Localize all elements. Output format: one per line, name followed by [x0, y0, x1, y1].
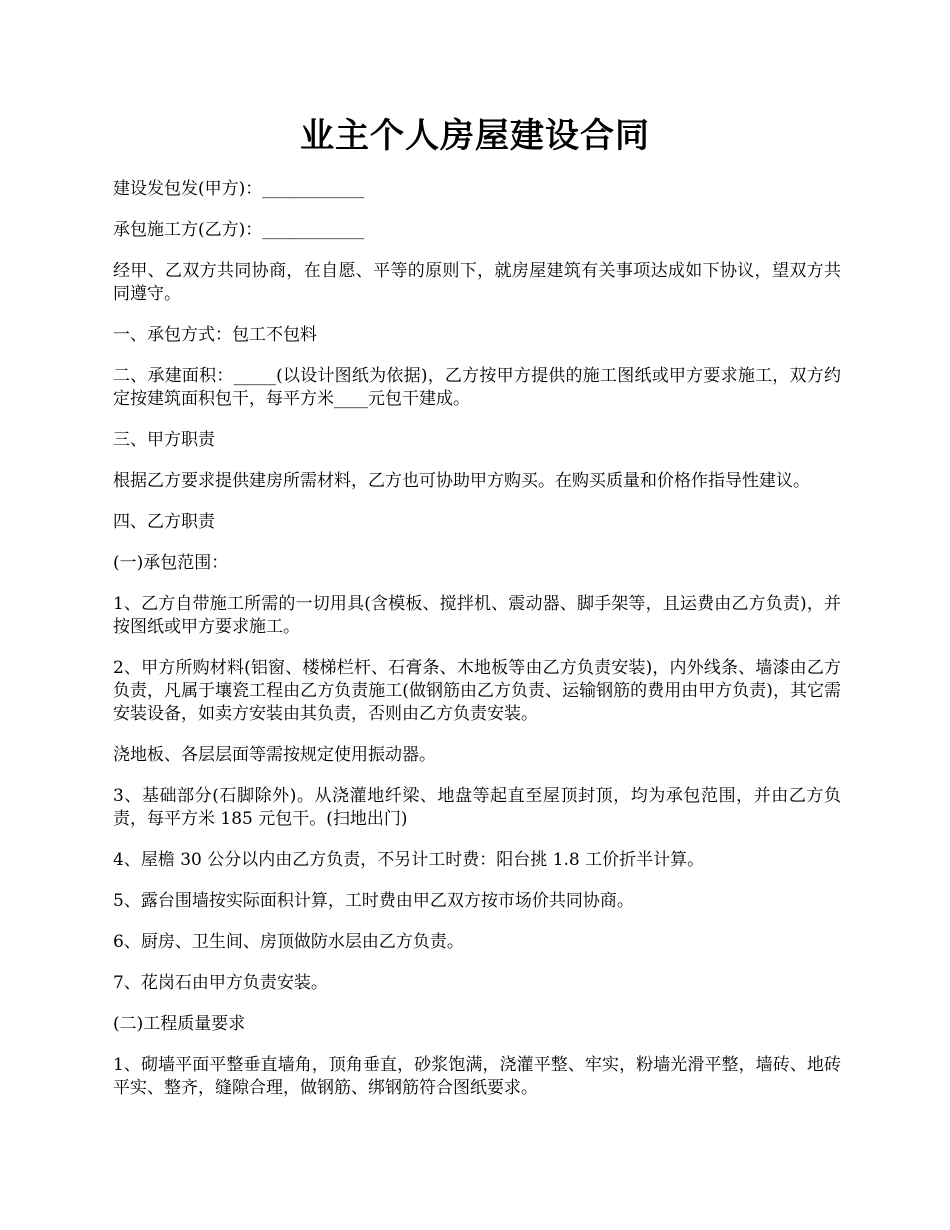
document-title: 业主个人房屋建设合同 [300, 116, 650, 156]
clause-paragraph: 7、花岗石由甲方负责安装。 [113, 973, 328, 993]
section-heading: 四、乙方职责 [113, 512, 215, 532]
clause-paragraph: 根据乙方要求提供建房所需材料，乙方也可协助甲方购买。在购买质量和价格作指导性建议。 [113, 471, 810, 491]
party-a-line: 建设发包发(甲方)：____________ [113, 179, 365, 199]
clause-paragraph: 6、厨房、卫生间、房顶做防水层由乙方负责。 [113, 932, 464, 952]
document-body [113, 178, 841, 1118]
preamble-paragraph: 经甲、乙双方共同协商，在自愿、平等的原则下，就房屋建筑有关事项达成如下协议，望双方共同遵守。 [113, 261, 841, 304]
clause-paragraph: 二、承建面积：_____(以设计图纸为依据)，乙方按甲方提供的施工图纸或甲方要求施工，双方约定按建筑面积包干，每平方米____元包干建成。 [113, 366, 841, 409]
subsection-heading: (一)承包范围： [113, 553, 229, 573]
clause-paragraph: 4、屋檐 30 公分以内由乙方负责，不另计工时费：阳台挑 1.8 工价折半计算。 [113, 850, 705, 870]
party-b-line: 承包施工方(乙方)：____________ [113, 220, 365, 240]
clause-paragraph: 5、露台围墙按实际面积计算，工时费由甲乙双方按市场价共同协商。 [113, 891, 634, 911]
section-heading: 一、承包方式：包工不包料 [113, 325, 317, 345]
clause-paragraph: 1、砌墙平面平整垂直墙角，顶角垂直，砂浆饱满，浇灌平整、牢实，粉墙光滑平整，墙砖、地砖平实、整齐，缝隙合理，做钢筋、绑钢筋符合图纸要求。 [113, 1055, 841, 1098]
subsection-heading: (二)工程质量要求 [113, 1014, 246, 1034]
clause-paragraph: 浇地板、各层层面等需按规定使用振动器。 [113, 745, 436, 765]
clause-paragraph: 3、基础部分(石脚除外)。从浇灌地纤梁、地盘等起直至屋顶封顶，均为承包范围，并由乙方负责，每平方米 185 元包干。(扫地出门) [113, 786, 841, 829]
clause-paragraph: 1、乙方自带施工所需的一切用具(含模板、搅拌机、震动器、脚手架等，且运费由乙方负责)，并按图纸或甲方要求施工。 [113, 594, 841, 637]
clause-paragraph: 2、甲方所购材料(铝窗、楼梯栏杆、石膏条、木地板等由乙方负责安装)，内外线条、墙漆由乙方负责，凡属于壤瓷工程由乙方负责施工(做钢筋由乙方负责、运输钢筋的费用由甲方负责)，其它需安装设备，如卖方安装由其负责，否则由乙方负责安装。 [113, 658, 841, 724]
section-heading: 三、甲方职责 [113, 430, 215, 450]
